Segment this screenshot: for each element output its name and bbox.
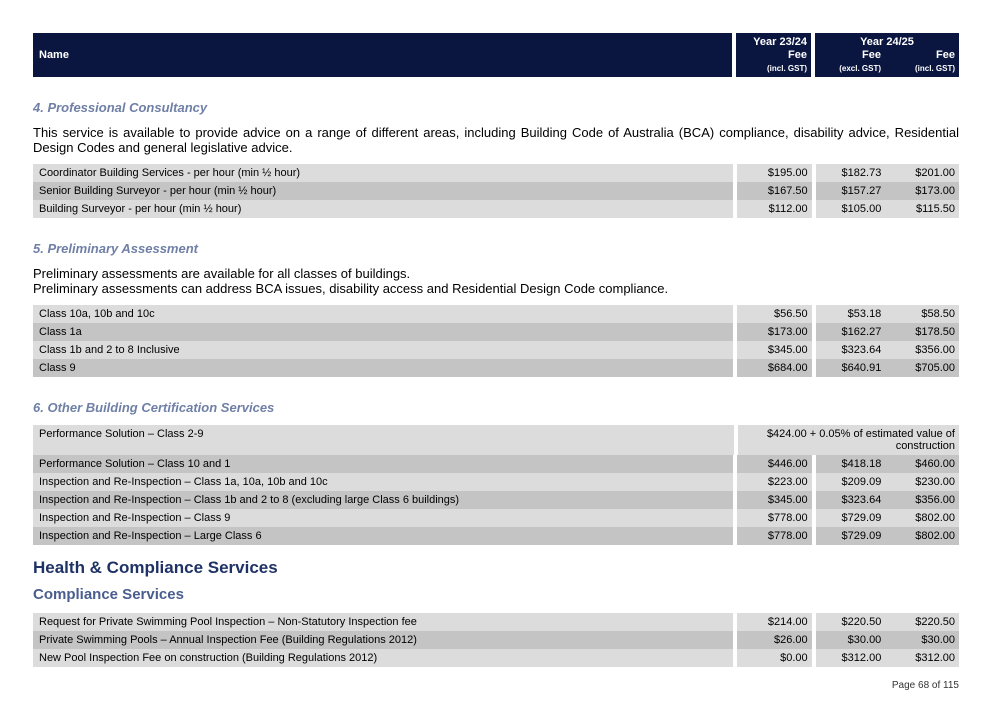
header-year-2324: Year 23/24 Fee (incl. GST) <box>736 33 811 77</box>
table-row: Request for Private Swimming Pool Inspection – Non-Statutory Inspection fee $214.00 $220.50 $220.50 <box>33 613 959 631</box>
table-row: Coordinator Building Services - per hour (min ½ hour) $195.00 $182.73 $201.00 <box>33 164 959 182</box>
table-row: Performance Solution – Class 10 and 1 $446.00 $418.18 $460.00 <box>33 455 959 473</box>
table-header <box>33 33 959 77</box>
table-row: Private Swimming Pools – Annual Inspection Fee (Building Regulations 2012) $26.00 $30.00 $30.00 <box>33 631 959 649</box>
heading-health-compliance: Health & Compliance Services <box>33 558 278 577</box>
table-row: Inspection and Re-Inspection – Class 1a, 10a, 10b and 10c $223.00 $209.09 $230.00 <box>33 473 959 491</box>
merged-fee-cell: $424.00 + 0.05% of estimated value of construction <box>738 425 959 455</box>
table-row: Inspection and Re-Inspection – Class 1b and 2 to 8 (excluding large Class 6 buildings) $345.00 $323.64 $356.00 <box>33 491 959 509</box>
table-row: New Pool Inspection Fee on construction (Building Regulations 2012) $0.00 $312.00 $312.00 <box>33 649 959 667</box>
table-row: Building Surveyor - per hour (min ½ hour) $112.00 $105.00 $115.50 <box>33 200 959 218</box>
section-title-professional-consultancy: 4. Professional Consultancy <box>33 100 208 115</box>
table-row: Class 9 $684.00 $640.91 $705.00 <box>33 359 959 377</box>
fee-schedule-page <box>33 33 959 667</box>
table-row: Senior Building Surveyor - per hour (min ½ hour) $167.50 $157.27 $173.00 <box>33 182 959 200</box>
page-number: Page 68 of 115 <box>891 680 959 691</box>
table-row: Inspection and Re-Inspection – Class 9 $778.00 $729.09 $802.00 <box>33 509 959 527</box>
fee-table <box>33 425 959 545</box>
fee-table <box>33 164 959 218</box>
section-description: This service is available to provide advice on a range of different areas, including Building Code of Australia (BCA) compliance, disability advice, Residential Design Codes and general legislative advice. <box>33 125 959 155</box>
table-row: Performance Solution – Class 2-9 $424.00 + 0.05% of estimated value of construction <box>33 425 959 455</box>
section-description: Preliminary assessments are available for all classes of buildings. Preliminary assessments can address BCA issues, disability access and Residential Design Code compliance. <box>33 266 669 296</box>
section-title-preliminary-assessment: 5. Preliminary Assessment <box>33 241 198 256</box>
fee-table <box>33 305 959 377</box>
table-row: Class 1a $173.00 $162.27 $178.50 <box>33 323 959 341</box>
fee-table <box>33 613 959 667</box>
table-row: Class 1b and 2 to 8 Inclusive $345.00 $323.64 $356.00 <box>33 341 959 359</box>
header-name: Name <box>33 33 732 77</box>
section-title-other-building-certification: 6. Other Building Certification Services <box>33 400 275 415</box>
header-year-2425: Year 24/25 Fee Fee (excl. GST) (incl. GST) <box>815 33 959 77</box>
heading-compliance-services: Compliance Services <box>33 586 184 603</box>
table-row: Inspection and Re-Inspection – Large Class 6 $778.00 $729.09 $802.00 <box>33 527 959 545</box>
table-row: Class 10a, 10b and 10c $56.50 $53.18 $58.50 <box>33 305 959 323</box>
